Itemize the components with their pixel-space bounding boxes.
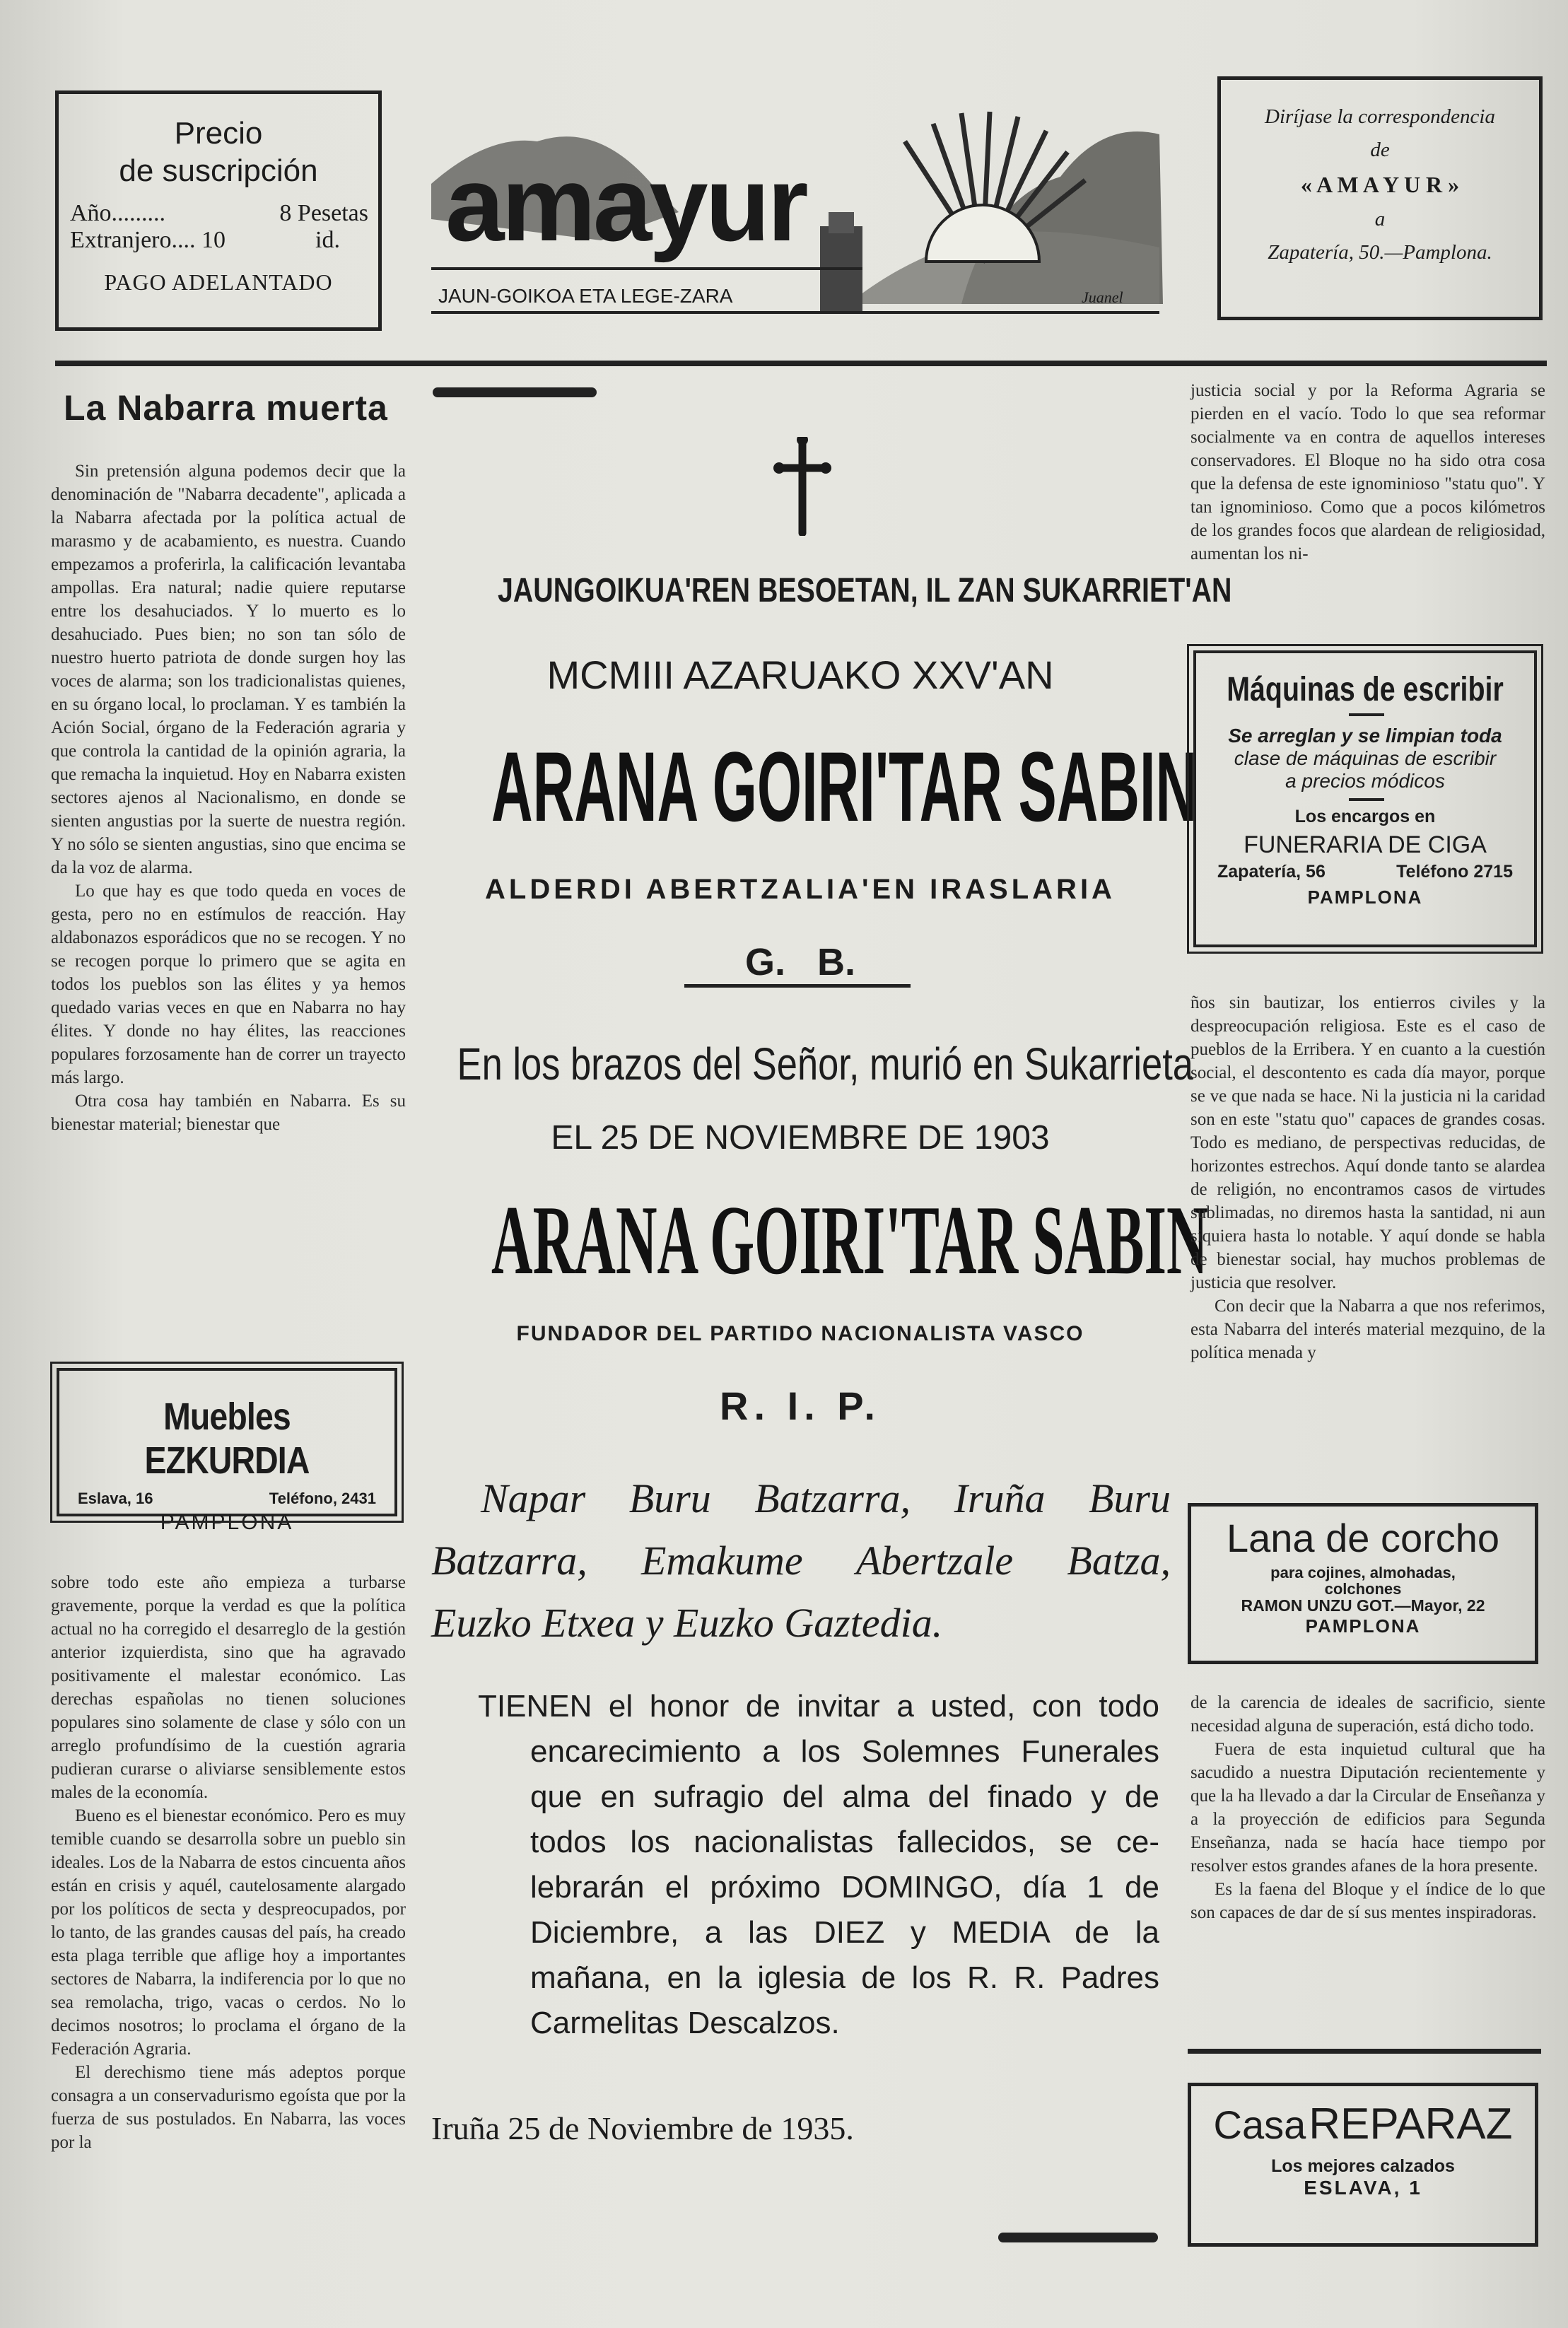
correspondence-line-4: a [1374, 208, 1386, 230]
invite-line: Carmelitas Descalzos. [530, 2006, 840, 2040]
cross-icon [773, 437, 831, 536]
ad-casa-title-b: REPARAZ [1309, 2100, 1513, 2148]
ad-maquinas-label: Los encargos en [1294, 807, 1436, 826]
left-headline: La Nabarra muerta [64, 388, 388, 428]
center-line-3: ALDERDI ABERTZALIA'EN IRASLARIA [485, 874, 1116, 905]
ad-lana-sub-3: RAMON UNZU GOT.—Mayor, 22 [1241, 1596, 1485, 1615]
ad-muebles-city: PAMPLONA [160, 1511, 294, 1534]
center-line-2: MCMIII AZARUAKO XXV'AN [546, 653, 1054, 697]
subscription-row-2-label: Extranjero.... 10 [70, 227, 226, 253]
ad-lana-corcho [1188, 1503, 1538, 1664]
left-article-top [51, 460, 406, 1136]
logo-motto: JAUN-GOIKOA ETA LEGE-ZARA [438, 285, 733, 307]
ad-maquinas-address: Zapatería, 56 [1217, 862, 1326, 882]
right-paragraph: de la carencia de ideales de sacrificio, siente necesidad alguna de superación, está dicho todo. [1190, 1693, 1545, 1736]
center-invitation [478, 1684, 1159, 2046]
ad-muebles-contact [78, 1490, 376, 1508]
invite-line: todos los nacionalistas fallecidos, se ce- [530, 1825, 1159, 1859]
invite-line: encarecimiento a los Solemnes Funerales [530, 1734, 1159, 1769]
right-article-bottom [1190, 1691, 1545, 1924]
center-name-2: ARANA GOIRI'TAR SABIN [491, 1186, 1208, 1295]
initials-underline [684, 984, 911, 988]
masthead-rule [55, 361, 1547, 366]
correspondence-line-5: Zapatería, 50.—Pamplona. [1268, 241, 1492, 264]
ad-maquinas-sub-1: Se arreglan y se limpian toda [1228, 725, 1502, 747]
logo-signature: Juanel [1082, 288, 1123, 306]
masthead-logo [424, 92, 1166, 318]
ad-maquinas-dash [1349, 713, 1384, 716]
invite-line: TIENEN el honor de invitar a usted, con todo [478, 1689, 1159, 1724]
center-line-4: En los brazos del Señor, murió en Sukarrieta [457, 1039, 1193, 1089]
ad-maquinas-contact [1217, 862, 1513, 882]
ad-lana-city: PAMPLONA [1305, 1615, 1421, 1637]
center-initials: G. B. [744, 941, 855, 983]
left-paragraph: Otra cosa hay también en Nabarra. Es su bienestar material; bienestar que [51, 1092, 406, 1134]
correspondence-line-3: « A M A Y U R » [1300, 172, 1460, 197]
ad-muebles-address: Eslava, 16 [78, 1490, 153, 1507]
logo-word: amayur [445, 144, 806, 263]
ad-maquinas-sub-3: a precios módicos [1285, 770, 1445, 792]
left-paragraph: Sin pretensión alguna podemos decir que la denominación de "Nabarra decadente", aplicada a la Nabarra afectada por la política actual de marasmo y de acabamiento, es nuestra. Cuando empezamos a proferirla, la calificación levantaba ampollas. Era natural; nadie quiere reputarse entre los desahuciados. Y lo muerto es lo desahuciado. Pues bien; no son tan sólo de nuestro huerto patriota de donde surgen hoy las voces de alarma; son los tradicionalistas quienes, en su órgano local, lo proclaman. Y es también la Ación Social, órgano de la Federación agraria y que controla la cantidad de la opinión agraria, la que remacha la inquietud. Hoy en Nabarra existen sectores ajenos al Nacionalismo, en donde se sienten angustias por la suerte de nuestra región. Y no sólo se sienten angustias, sino que encima se da la voz de alarma. [51, 462, 406, 877]
left-paragraph: Bueno es el bienestar económico. Pero es muy temible cuando se desarrolla sobre un pueblo sin ideales. Los de la Nabarra de estos cincuenta años están en crisis y aquél, cautelosamente alargado por los políticos de secta y despreocupados, por lo tanto, de las grandes causas del país, ha creado esta plaga terrible que aflige hoy a importantes sectores de Nabarra, la indiferencia por lo que no sea remolacha, trigo, vacas o cerdos. No lo decimos nosotros; lo proclama el órgano de la Federación Agraria. [51, 1806, 406, 2059]
ad-lana-title: Lana de corcho [1226, 1516, 1500, 1560]
center-rip: R. I. P. [720, 1384, 881, 1428]
correspondence-box [1217, 76, 1543, 320]
subscription-title-2: de suscripción [119, 153, 318, 188]
invite-line: lebrarán el próximo DOMINGO, día 1 de [530, 1870, 1159, 1905]
ad-maquinas-dash-2 [1349, 798, 1384, 801]
subscription-row-2-value: id. [315, 227, 340, 253]
subscription-title-1: Precio [174, 116, 263, 151]
invite-line: que en sufragio del alma del finado y de [530, 1779, 1159, 1814]
left-paragraph: El derechismo tiene más adeptos porque consagra a un conservadurismo egoísta que por la fuerza de sus postulados. En Nabarra, las voces por la [51, 2063, 406, 2152]
subscription-row-1 [70, 200, 368, 227]
ad-maquinas-shop: FUNERARIA DE CIGA [1244, 831, 1487, 858]
right-paragraph: Con decir que la Nabarra a que nos referimos, esta Nabarra del interés material mezquino, de la política menada y [1190, 1297, 1545, 1362]
center-orgs-line-3: Euzko Etxea y Euzko Gaztedia. [431, 1600, 943, 1646]
ad-maquinas-escribir [1193, 650, 1537, 947]
left-paragraph: Lo que hay es que todo queda en voces de gesta, pero no en estímulos de reacción. Hay aldabonazos esporádicos que no se recogen. Y no se recogen porque lo primero que se agita en todos los pueblos son las élites y ya hemos quedado varias veces en que en Nabarra no hay élites. Y donde no hay élites, las reacciones populares forzosamente han de correr un trayecto más largo. [51, 882, 406, 1087]
center-top-rule [433, 387, 597, 397]
center-line-1: JAUNGOIKUA'REN BESOETAN, IL ZAN SUKARRIET'AN [497, 572, 1232, 609]
ad-muebles-ezkurdia [57, 1368, 397, 1534]
center-orgs-line-1: Napar Buru Batzarra, Iruña Buru [481, 1475, 1171, 1521]
subscription-row-2 [70, 227, 368, 254]
center-dateline: Iruña 25 de Noviembre de 1935. [431, 2110, 854, 2146]
right-article-top [1190, 379, 1545, 566]
center-orgs-line-2: Batzarra, Emakume Abertzale Batza, [431, 1538, 1171, 1584]
left-paragraph: sobre todo este año empieza a turbarse gravemente, porque la verdad es que la política actual no ha corregido el desarreglo de la gestión anterior izquierdista, sino que ha agravado positivamente el malestar económico. Las derechas españolas no tienen soluciones populares sino solamente de clase y sólo con un arreglo profundísimo de la cuestión agraria pudieran curarse o aliviarse sensiblemente estos males de la economía. [51, 1573, 406, 1802]
right-paragraph: Fuera de esta inquietud cultural que ha sacudido a nuestra Diputación recientemente y que la ha llevado a dar la Circular de Enseñanza y a la proyección de edificios para Segunda Enseñanza, nada se hacía hace tiempo por resolver estos grandes afanes de la hora presente. [1190, 1740, 1545, 1876]
right-bottom-rule [1188, 2049, 1541, 2054]
invite-line: mañana, en la iglesia de los R. R. Padres [530, 1960, 1159, 1995]
ad-casa-title-a: Casa [1213, 2102, 1306, 2147]
subscription-row-1-value: 8 Pesetas [279, 200, 368, 226]
ad-muebles-title: Muebles EZKURDIA [144, 1396, 310, 1482]
right-article-mid [1190, 991, 1545, 1364]
center-bottom-rule [998, 2233, 1158, 2242]
correspondence-line-1: Diríjase la correspondencia [1265, 105, 1495, 128]
right-paragraph: ños sin bautizar, los entierros civiles y la despreocupación religiosa. Este es el caso de pueblos de la Erribera. Y en cuanto a la cuestión social, el descontento es cada día mayor, porque se ve que nada se hace. Ni la justicia ni la caridad son en este "statu quo" capaces de grandes cosas. Todo es mediano, de perspectivas reducidas, de horizontes estrechos. Aquí donde tanto se alardea de religión, no encontramos casos de virtudes sublimadas, no diremos hasta la santidad, ni aun siquiera hasta lo notable. Y aquí donde se habla de bienestar social, hay muchos problemas de justicia que resolver. [1190, 993, 1545, 1292]
ad-lana-sub-1: para cojines, almohadas, [1270, 1564, 1456, 1581]
correspondence-line-2: de [1370, 139, 1390, 161]
ad-casa-reparaz [1188, 2083, 1538, 2247]
left-article-bottom [51, 1571, 406, 2154]
ad-casa-sub: Los mejores calzados [1271, 2156, 1455, 2176]
ad-maquinas-title: Máquinas de escribir [1227, 671, 1504, 708]
right-paragraph: Es la faena del Bloque y el índice de lo que son capaces de dar de sí sus mentes inspiradoras. [1190, 1880, 1545, 1922]
center-line-5: EL 25 DE NOVIEMBRE DE 1903 [551, 1119, 1050, 1157]
subscription-footer: PAGO ADELANTADO [104, 269, 333, 295]
center-orgs [431, 1468, 1171, 1654]
center-line-6: FUNDADOR DEL PARTIDO NACIONALISTA VASCO [516, 1322, 1084, 1345]
ad-maquinas-city: PAMPLONA [1307, 887, 1423, 908]
ad-muebles-phone: Teléfono, 2431 [269, 1490, 376, 1507]
subscription-row-1-label: Año......... [70, 200, 166, 226]
ad-casa-title [1191, 2099, 1535, 2149]
invite-line: Diciembre, a las DIEZ y MEDIA de la [530, 1915, 1159, 1950]
subscription-box [55, 90, 382, 331]
ad-maquinas-sub-2: clase de máquinas de escribir [1234, 747, 1497, 769]
center-name-1: ARANA GOIRI'TAR SABIN [491, 731, 1198, 842]
ad-lana-sub-2: colchones [1324, 1580, 1402, 1598]
ad-casa-address: ESLAVA, 1 [1304, 2177, 1422, 2199]
right-paragraph: justicia social y por la Reforma Agraria se pierden en el vacío. Todo lo que sea reformar socialmente va en contra de aquellos intereses conservadores. El Bloque no ha sido otra cosa que la defensa de este ignominioso "statu quo". Y tan ignominioso. Como que a pocos kilómetros de los grandes focos que alardean de religiosidad, aumentan los ni- [1190, 381, 1545, 563]
ad-maquinas-phone: Teléfono 2715 [1396, 862, 1513, 882]
mountain-sun-illustration [424, 92, 1166, 318]
